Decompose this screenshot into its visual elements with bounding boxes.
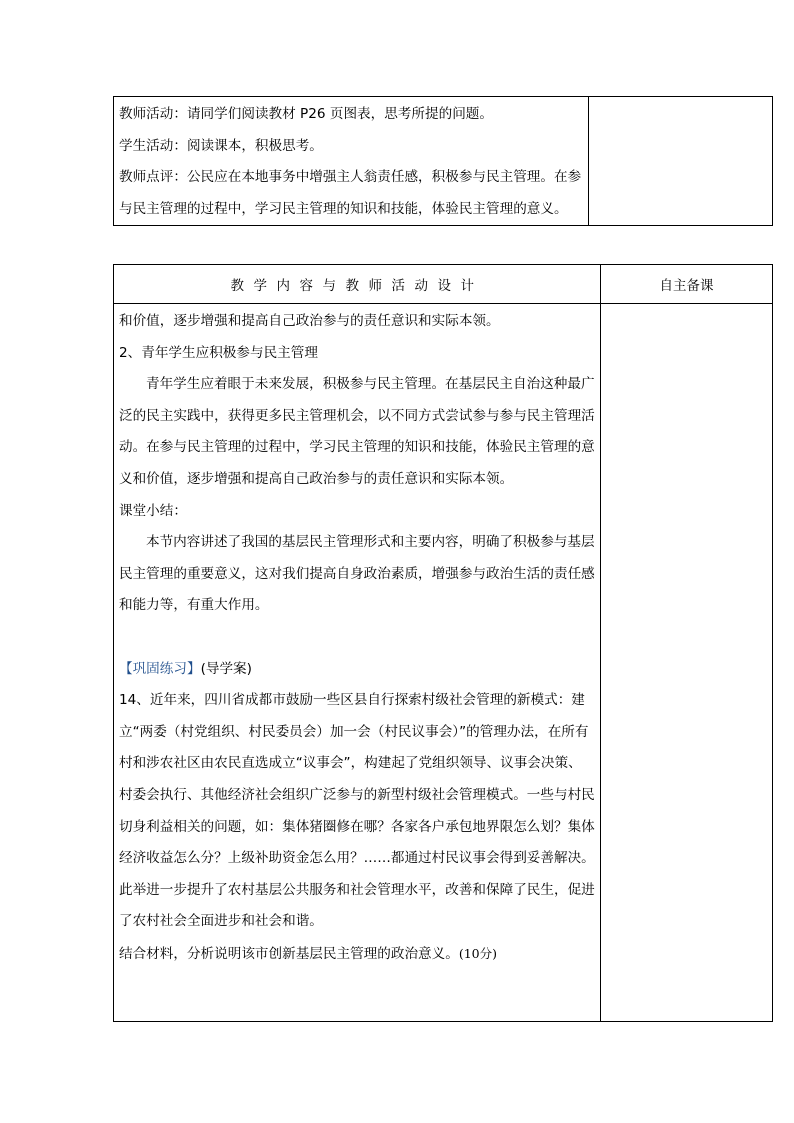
section-paragraph: 青年学生应着眼于未来发展，积极参与民主管理。在基层民主自治这种最广泛的民主实践中，获得更多民主管理机会，以不同方式尝试参与参与民主管理活动。在参与民主管理的过程中，学习民主管理的知识和技能，体验民主管理的意义和价值，逐步增强和提高自己政治参与的责任意识和实际本领。 [119, 376, 595, 487]
summary-heading: 课堂小结： [119, 502, 187, 519]
activity-side-cell [589, 97, 773, 226]
continuation-line: 和价值，逐步增强和提高自己政治参与的责任意识和实际本领。 [119, 313, 500, 329]
question-score: (10分) [458, 945, 498, 961]
summary-paragraph: 本节内容讲述了我国的基层民主管理形式和主要内容，明确了积极参与基层民主管理的重要意义，这对我们提高自身政治素质，增强参与政治生活的责任感和能力等，有重大作用。 [119, 534, 595, 614]
section-heading: 2、青年学生应积极参与民主管理 [119, 344, 318, 361]
student-activity-line: 学生活动：阅读课本，积极思考。 [119, 137, 323, 154]
question-text: 14、近年来，四川省成都市鼓励一些区县自行探索村级社会管理的新模式：建立“两委（村党组织、村民委员会）加一会（村民议事会）”的管理办法，在所有村和涉农社区由农民直选成立“议事会”，构建起了党组织领导、议事会决策、村委会执行、其他经济社会组织广泛参与的新型村级社会管理模式。一些与村民切身利益相关的问题，如：集体猪圈修在哪？各家各户承包地界限怎么划？集体经济收益怎么分？上级补助资金怎么用？……都通过村民议事会得到妥善解决。此举进一步提升了农村基层公共服务和社会管理水平，改善和保障了民生，促进了农村社会全面进步和社会和谐。 [119, 692, 595, 930]
header-teaching-content: 教学内容与教师活动设计 [114, 265, 601, 304]
lesson-design-table [113, 264, 773, 1022]
practice-bracket-title: 【巩固练习】 [119, 660, 201, 677]
practice-heading [119, 654, 595, 686]
practice-note: (导学案) [200, 660, 252, 677]
activity-cell [114, 97, 589, 226]
self-prep-cell [601, 304, 773, 1022]
question-prompt: 结合材料，分析说明该市创新基层民主管理的政治意义。 [119, 945, 459, 962]
spacer [119, 622, 595, 654]
teacher-activity-line: 教师活动：请同学们阅读教材 P26 页图表，思考所提的问题。 [119, 106, 493, 122]
lesson-content-cell [114, 304, 601, 1022]
header-self-prep: 自主备课 [601, 265, 773, 304]
teacher-comment-line: 教师点评：公民应在本地事务中增强主人翁责任感，积极参与民主管理。在参与民主管理的过程中，学习民主管理的知识和技能，体验民主管理的意义。 [119, 169, 582, 217]
activity-table [113, 96, 773, 226]
question-prompt-line [119, 938, 595, 971]
